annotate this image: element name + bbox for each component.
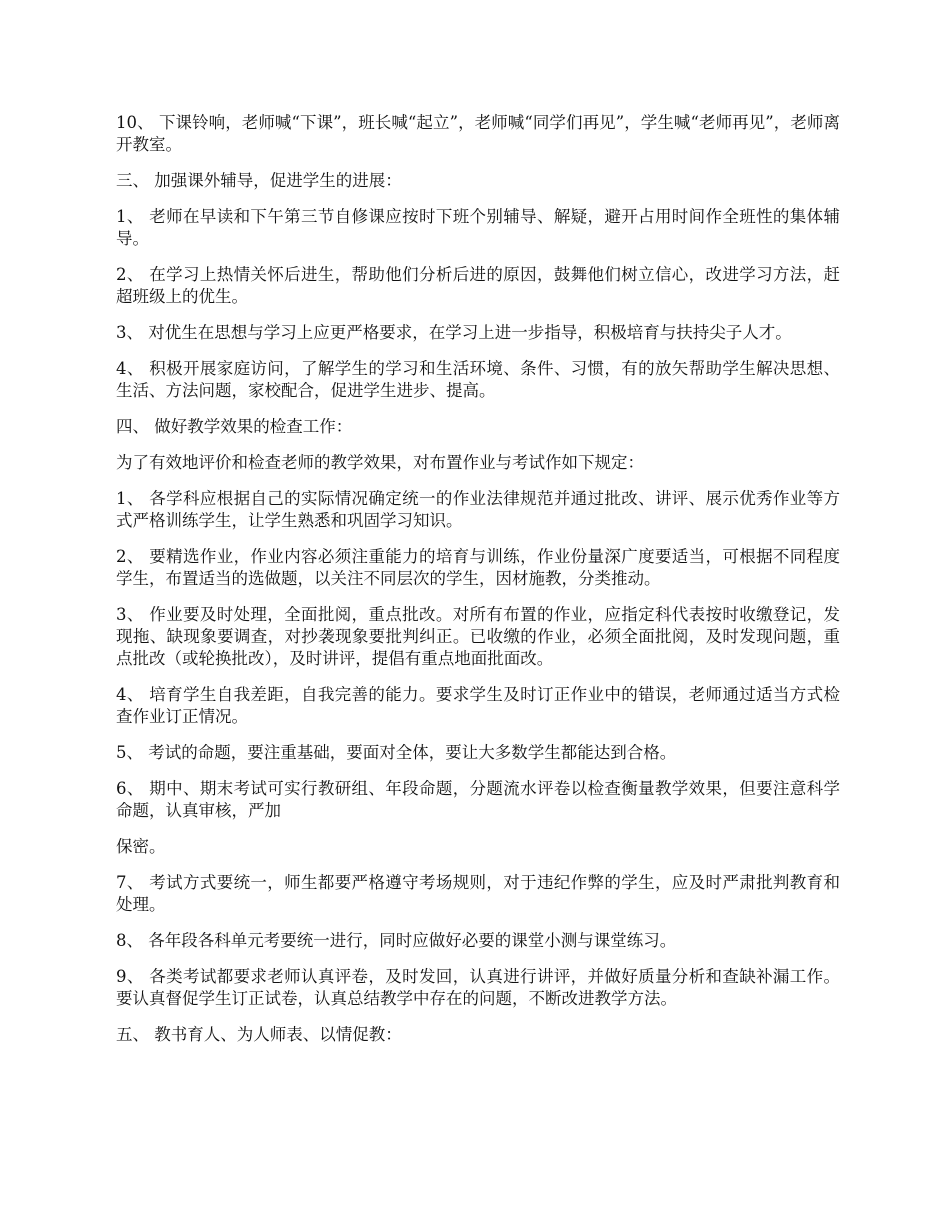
paragraph-tutoring-2: 2、 在学习上热情关怀后进生，帮助他们分析后进的原因，鼓舞他们树立信心，改进学习方法，赶超班级上的优生。 (116, 265, 840, 306)
paragraph-evaluation-7: 7、 考试方式要统一，师生都要严格遵守考场规则，对于违纪作弊的学生，应及时严肃批判教育和处理。 (116, 873, 840, 914)
paragraph-evaluation-6-continued: 保密。 (116, 837, 166, 856)
paragraph-evaluation-4: 4、 培育学生自我差距，自我完善的能力。要求学生及时订正作业中的错误，老师通过适当方式检查作业订正情况。 (116, 685, 840, 726)
paragraph-evaluation-1: 1、 各学科应根据自己的实际情况确定统一的作业法律规范并通过批改、讲评、展示优秀作业等方式严格训练学生，让学生熟悉和巩固学习知识。 (116, 489, 840, 530)
paragraph-tutoring-3: 3、 对优生在思想与学习上应更严格要求，在学习上进一步指导，积极培育与扶持尖子人才。 (116, 323, 792, 342)
paragraph-evaluation-3: 3、 作业要及时处理，全面批阅，重点批改。对所有布置的作业，应指定科代表按时收缴登记，发现拖、缺现象要调查，对抄袭现象要批判纠正。已收缴的作业，必须全面批阅，及时发现问题，重点批改（或轮换批改），及时讲评，提倡有重点地面批面改。 (116, 605, 840, 668)
paragraph-evaluation-intro: 为了有效地评价和检查老师的教学效果，对布置作业与考试作如下规定： (116, 453, 644, 472)
document-body (116, 112, 840, 1060)
paragraph-evaluation-8: 8、 各年段各科单元考要统一进行，同时应做好必要的课堂小测与课堂练习。 (116, 931, 677, 950)
paragraph-evaluation-9: 9、 各类考试都要求老师认真评卷，及时发回，认真进行讲评，并做好质量分析和查缺补漏工作。要认真督促学生订正试卷，认真总结教学中存在的问题，不断改进教学方法。 (116, 967, 840, 1008)
section-heading-tutoring: 三、 加强课外辅导，促进学生的进展： (116, 171, 402, 190)
paragraph-evaluation-2: 2、 要精选作业，作业内容必须注重能力的培育与训练，作业份量深广度要适当，可根据不同程度学生，布置适当的选做题，以关注不同层次的学生，因材施教，分类推动。 (116, 547, 840, 588)
paragraph-evaluation-5: 5、 考试的命题，要注重基础，要面对全体，要让大多数学生都能达到合格。 (116, 743, 677, 762)
paragraph-tutoring-1: 1、 老师在早读和下午第三节自修课应按时下班个别辅导、解疑，避开占用时间作全班性的集体辅导。 (116, 207, 840, 248)
paragraph-evaluation-6: 6、 期中、期末考试可实行教研组、年段命题，分题流水评卷以检查衡量教学效果，但要注意科学命题，认真审核，严加 (116, 779, 840, 820)
paragraph-tutoring-4: 4、 积极开展家庭访问，了解学生的学习和生活环境、条件、习惯，有的放矢帮助学生解决思想、生活、方法问题，家校配合，促进学生进步、提高。 (116, 359, 840, 400)
section-heading-evaluation: 四、 做好教学效果的检查工作： (116, 417, 353, 436)
paragraph-class-dismissal: 10、 下课铃响，老师喊“下课”，班长喊“起立”，老师喊“同学们再见”，学生喊“老师再见”，老师离开教室。 (116, 113, 840, 154)
section-heading-teaching-ethics: 五、 教书育人、为人师表、以情促教： (116, 1025, 402, 1044)
